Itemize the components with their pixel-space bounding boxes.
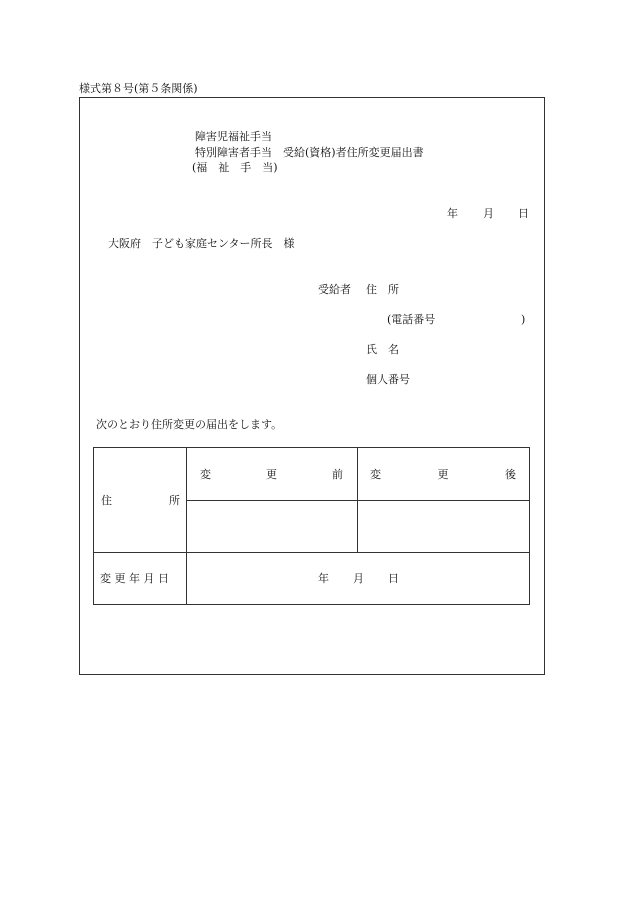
name-label: 氏 名: [366, 343, 399, 356]
address-header-text: 住 所: [101, 494, 180, 507]
change-date-month: 月: [353, 572, 364, 585]
phone-label-close: ): [521, 313, 526, 326]
date-year-label: 年: [447, 207, 458, 220]
change-date-label: 変 更 年 月 日: [100, 572, 169, 585]
change-date-year: 年: [318, 572, 329, 585]
title-line-1: 障害児福祉手当: [195, 130, 272, 143]
before-address-cell[interactable]: [187, 501, 356, 550]
address-header: [101, 494, 180, 507]
title-line-2: 特別障害者手当 受給(資格)者住所変更届出書: [195, 146, 424, 159]
date-month-label: 月: [483, 207, 494, 220]
after-change-header: [370, 468, 516, 481]
address-label: 住 所: [366, 283, 399, 296]
after-address-cell[interactable]: [358, 501, 528, 550]
form-number: 様式第８号(第５条関係): [79, 82, 198, 95]
title-line-3: (福 祉 手 当): [192, 161, 278, 174]
table-row-line: [94, 552, 529, 553]
after-change-text: 変 更 後: [370, 468, 516, 481]
change-date-day: 日: [388, 572, 399, 585]
recipient-label: 受給者: [318, 283, 351, 296]
before-change-text: 変 更 前: [200, 468, 343, 481]
before-change-header: [200, 468, 343, 481]
notice-text: 次のとおり住所変更の届出をします。: [96, 418, 283, 431]
personal-number-label: 個人番号: [366, 373, 410, 386]
phone-label-open: (電話番号: [387, 313, 436, 326]
date-day-label: 日: [518, 207, 529, 220]
addressee: 大阪府 子ども家庭センター所長 様: [108, 237, 295, 250]
